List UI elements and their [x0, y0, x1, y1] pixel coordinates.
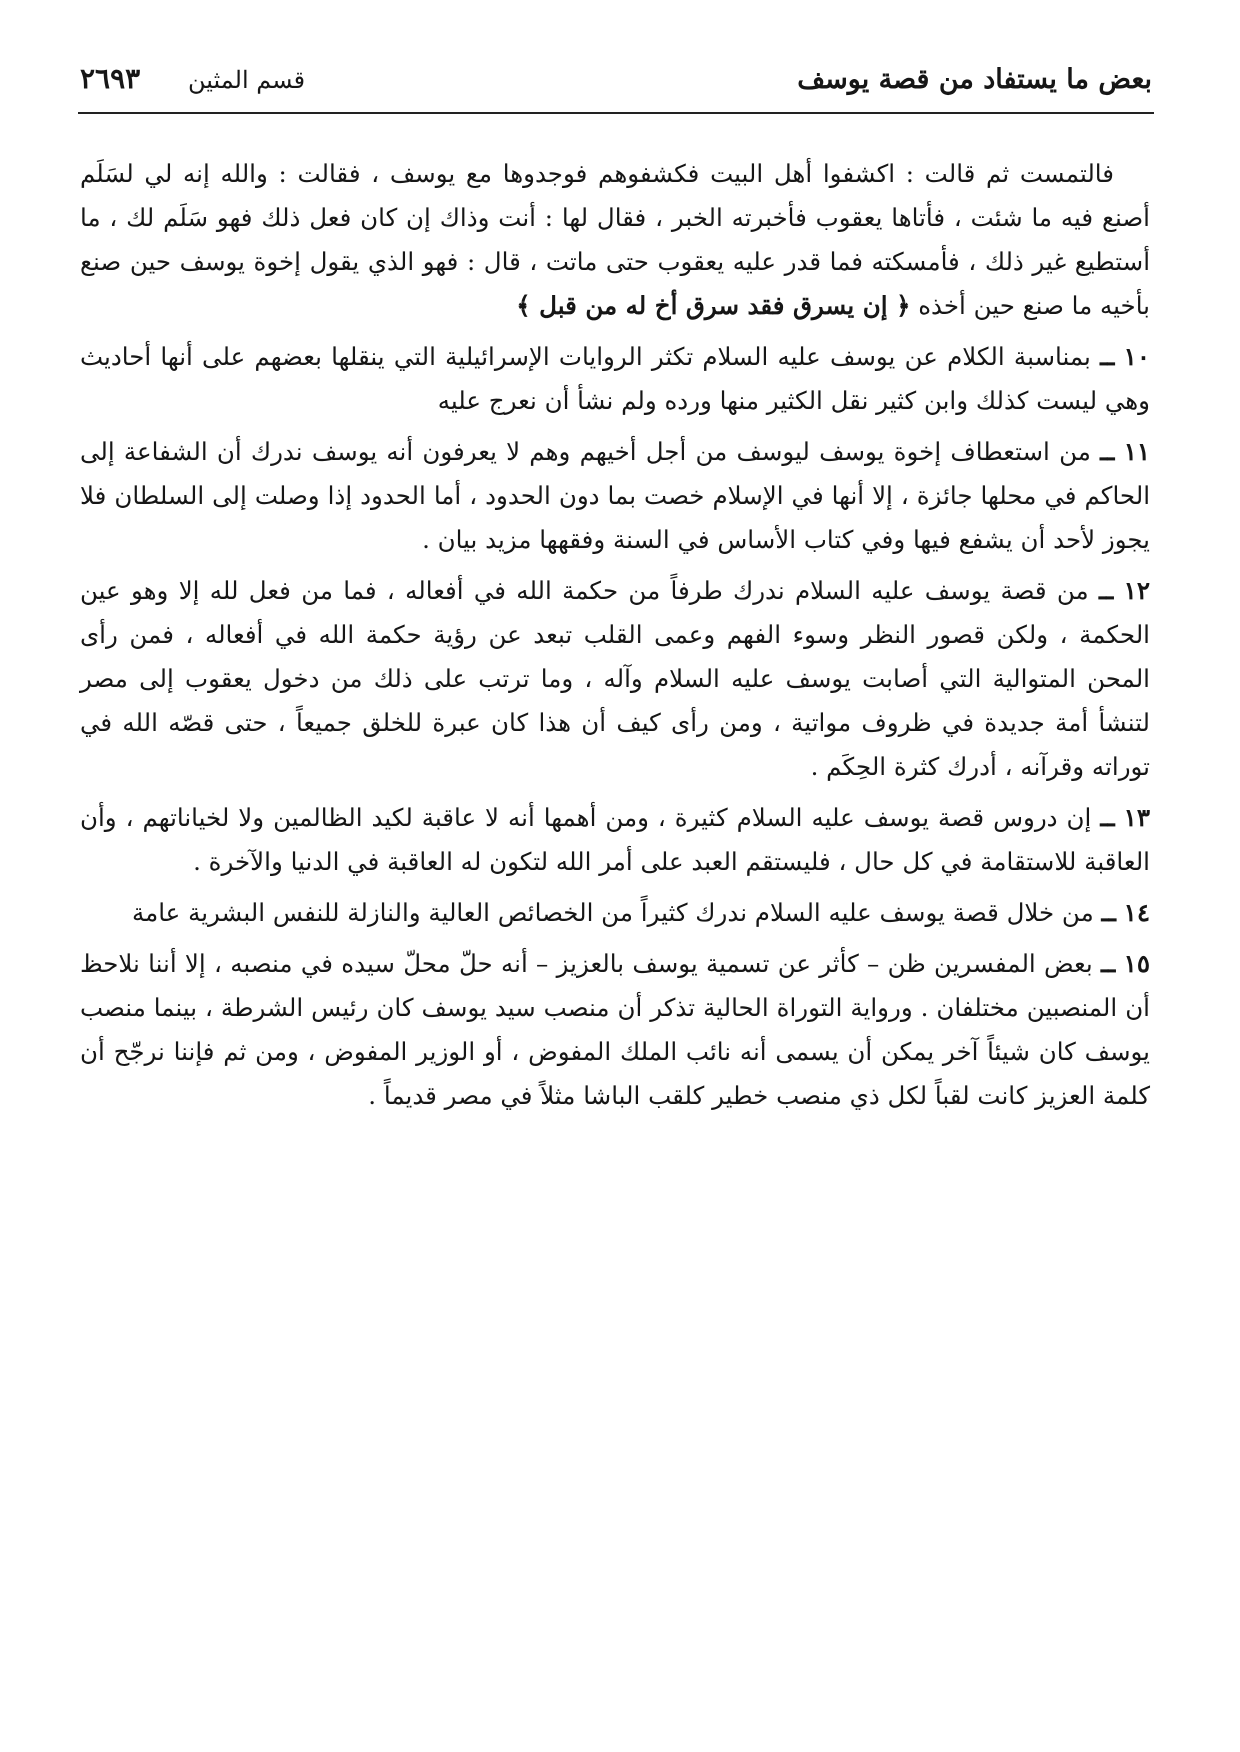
paragraph-continuation — [80, 152, 1150, 328]
numbered-paragraph-12 — [80, 569, 1150, 789]
paragraph-number: ١٠ — [1123, 342, 1150, 371]
paragraph-text: من قصة يوسف عليه السلام ندرك طرفاً من حكمة الله في أفعاله ، فما من فعل لله إلا وهو عين الحكمة ، ولكن قصور النظر وسوء الفهم وعمى القلب تبعد عن رؤية حكمة الله في أفعاله ، فمن رأى المحن المتوالية التي أصابت يوسف عليه السلام وآله ، وما ترتب على ذلك من دخول يعقوب إلى مصر لتنشأ أمة جديدة في ظروف مواتية ، ومن رأى كيف أن هذا كان عبرة للخلق جميعاً ، حتى قصّه الله في توراته وقرآنه ، أدرك كثرة الحِكَم . — [80, 576, 1150, 781]
section-name: قسم المثين — [188, 66, 306, 94]
paragraph-dash: ــ — [1100, 342, 1115, 371]
numbered-paragraph-11 — [80, 430, 1150, 562]
numbered-paragraph-14 — [80, 891, 1150, 935]
numbered-paragraph-13 — [80, 796, 1150, 884]
running-title: بعض ما يستفاد من قصة يوسف — [797, 64, 1152, 95]
paragraph-dash: ــ — [1101, 898, 1116, 927]
paragraph-dash: ــ — [1101, 949, 1116, 978]
quran-verse: ﴿ إن يسرق فقد سرق أخ له من قبل ﴾ — [516, 291, 911, 320]
page-number: ٢٦٩٣ — [80, 62, 141, 95]
paragraph-number: ١٤ — [1123, 898, 1150, 927]
paragraph-text: من استعطاف إخوة يوسف ليوسف من أجل أخيهم وهم لا يعرفون أنه يوسف ندرك أن الشفاعة إلى الحاكم في محلها جائزة ، إلا أنها في الإسلام خصت بما دون الحدود ، أما الحدود إذا وصلت إلى السلطان فلا يجوز لأحد أن يشفع فيها وفي كتاب الأساس في السنة وفقهها مزيد بيان . — [80, 437, 1151, 554]
paragraph-dash: ــ — [1098, 576, 1114, 605]
paragraph-number: ١٥ — [1123, 949, 1150, 978]
paragraph-number: ١١ — [1123, 437, 1151, 466]
running-header — [80, 58, 1152, 112]
page-body — [80, 152, 1150, 1118]
paragraph-dash: ــ — [1100, 437, 1115, 466]
numbered-paragraph-10 — [80, 335, 1150, 423]
numbered-paragraph-15 — [80, 942, 1150, 1118]
paragraph-text: إن دروس قصة يوسف عليه السلام كثيرة ، ومن أهمها أنه لا عاقبة لكيد الظالمين ولا لخياناتهم ، وأن العاقبة للاستقامة في كل حال ، فليستقم العبد على أمر الله لتكون له العاقبة في الدنيا والآخرة . — [80, 803, 1150, 876]
paragraph-text: بعض المفسرين ظن – كأثر عن تسمية يوسف بالعزيز – أنه حلّ محلّ سيده في منصبه ، إلا أننا نلاحظ أن المنصبين مختلفان . ورواية التوراة الحالية تذكر أن منصب سيد يوسف كان رئيس الشرطة ، بينما منصب يوسف كان شيئاً آخر يمكن أن يسمى أنه نائب الملك المفوض ، أو الوزير المفوض ، ومن ثم فإننا نرجّح أن كلمة العزيز كانت لقباً لكل ذي منصب خطير كلقب الباشا مثلاً في مصر قديماً . — [80, 949, 1150, 1110]
paragraph-number: ١٢ — [1123, 576, 1150, 605]
paragraph-text: بمناسبة الكلام عن يوسف عليه السلام تكثر الروايات الإسرائيلية التي ينقلها بعضهم على أنها أحاديث وهي ليست كذلك وابن كثير نقل الكثير منها ورده ولم نشأ أن نعرج عليه — [80, 342, 1150, 415]
header-divider — [78, 112, 1154, 114]
paragraph-text: من خلال قصة يوسف عليه السلام ندرك كثيراً من الخصائص العالية والنازلة للنفس البشرية عامة — [131, 898, 1094, 927]
paragraph-number: ١٣ — [1123, 803, 1150, 832]
paragraph-dash: ــ — [1100, 803, 1115, 832]
paragraph-text: فالتمست ثم قالت : اكشفوا أهل البيت فكشفوهم فوجدوها مع يوسف ، فقالت : والله إنه لي لسَلَم أصنع فيه ما شئت ، فأتاها يعقوب فأخبرته الخبر ، فقال لها : أنت وذاك إن كان فعل ذلك فهو سَلَم لك ، ما أستطيع غير ذلك ، فأمسكته فما قدر عليه يعقوب حتى ماتت ، قال : فهو الذي يقول إخوة يوسف حين صنع بأخيه ما صنع حين أخذه — [80, 159, 1150, 320]
